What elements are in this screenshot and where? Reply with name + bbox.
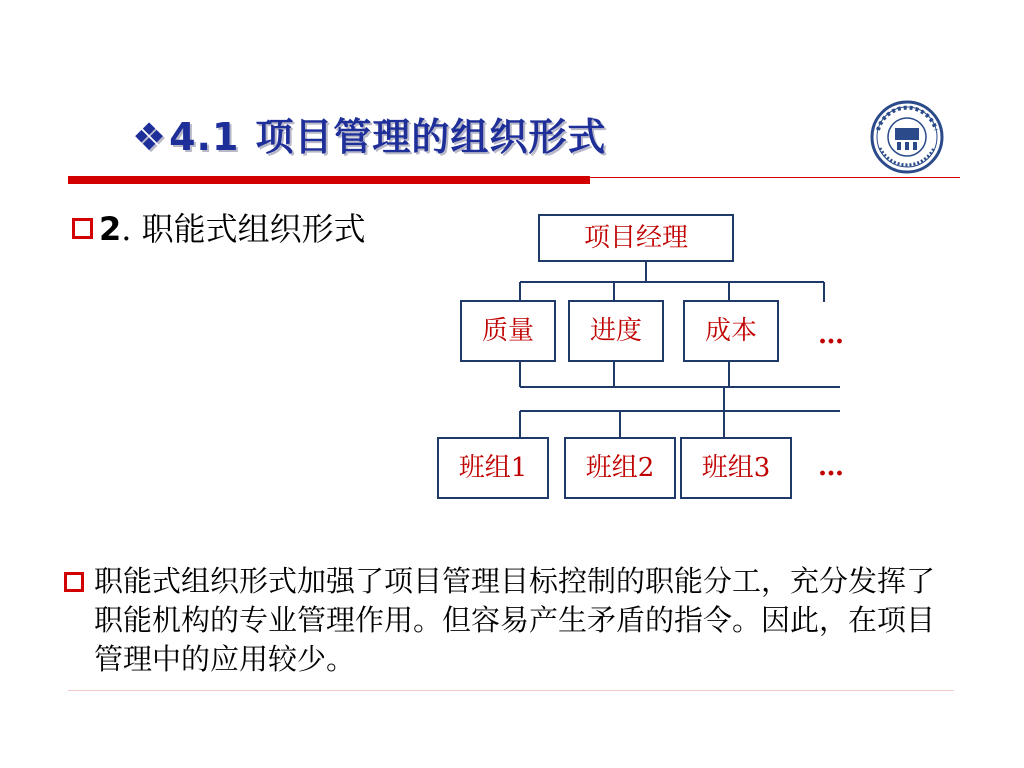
- node-team-3: 班组3: [680, 437, 792, 499]
- node-schedule: 进度: [568, 300, 664, 362]
- node-project-manager: 项目经理: [538, 214, 734, 262]
- description-text: 职能式组织形式加强了项目管理目标控制的职能分工，充分发挥了职能机构的专业管理作用。但容易产生矛盾的指令。因此，在项目管理中的应用较少。: [94, 564, 936, 676]
- footer-divider: [68, 690, 954, 691]
- section-number: 4.1: [169, 115, 240, 159]
- diamond-bullet-icon: ❖: [132, 115, 168, 159]
- node-team-2: 班组2: [564, 437, 676, 499]
- departments-ellipsis: …: [818, 320, 844, 350]
- title-text: 项目管理的组织形式: [255, 115, 607, 159]
- node-cost: 成本: [683, 300, 779, 362]
- node-quality: 质量: [460, 300, 556, 362]
- subheading-text: . 职能式组织形式: [121, 210, 366, 248]
- subheading-number: 2: [99, 210, 122, 248]
- teams-ellipsis: …: [818, 452, 844, 482]
- description-block: [64, 562, 964, 679]
- node-team-1: 班组1: [437, 437, 549, 499]
- square-bullet-icon: [64, 572, 84, 592]
